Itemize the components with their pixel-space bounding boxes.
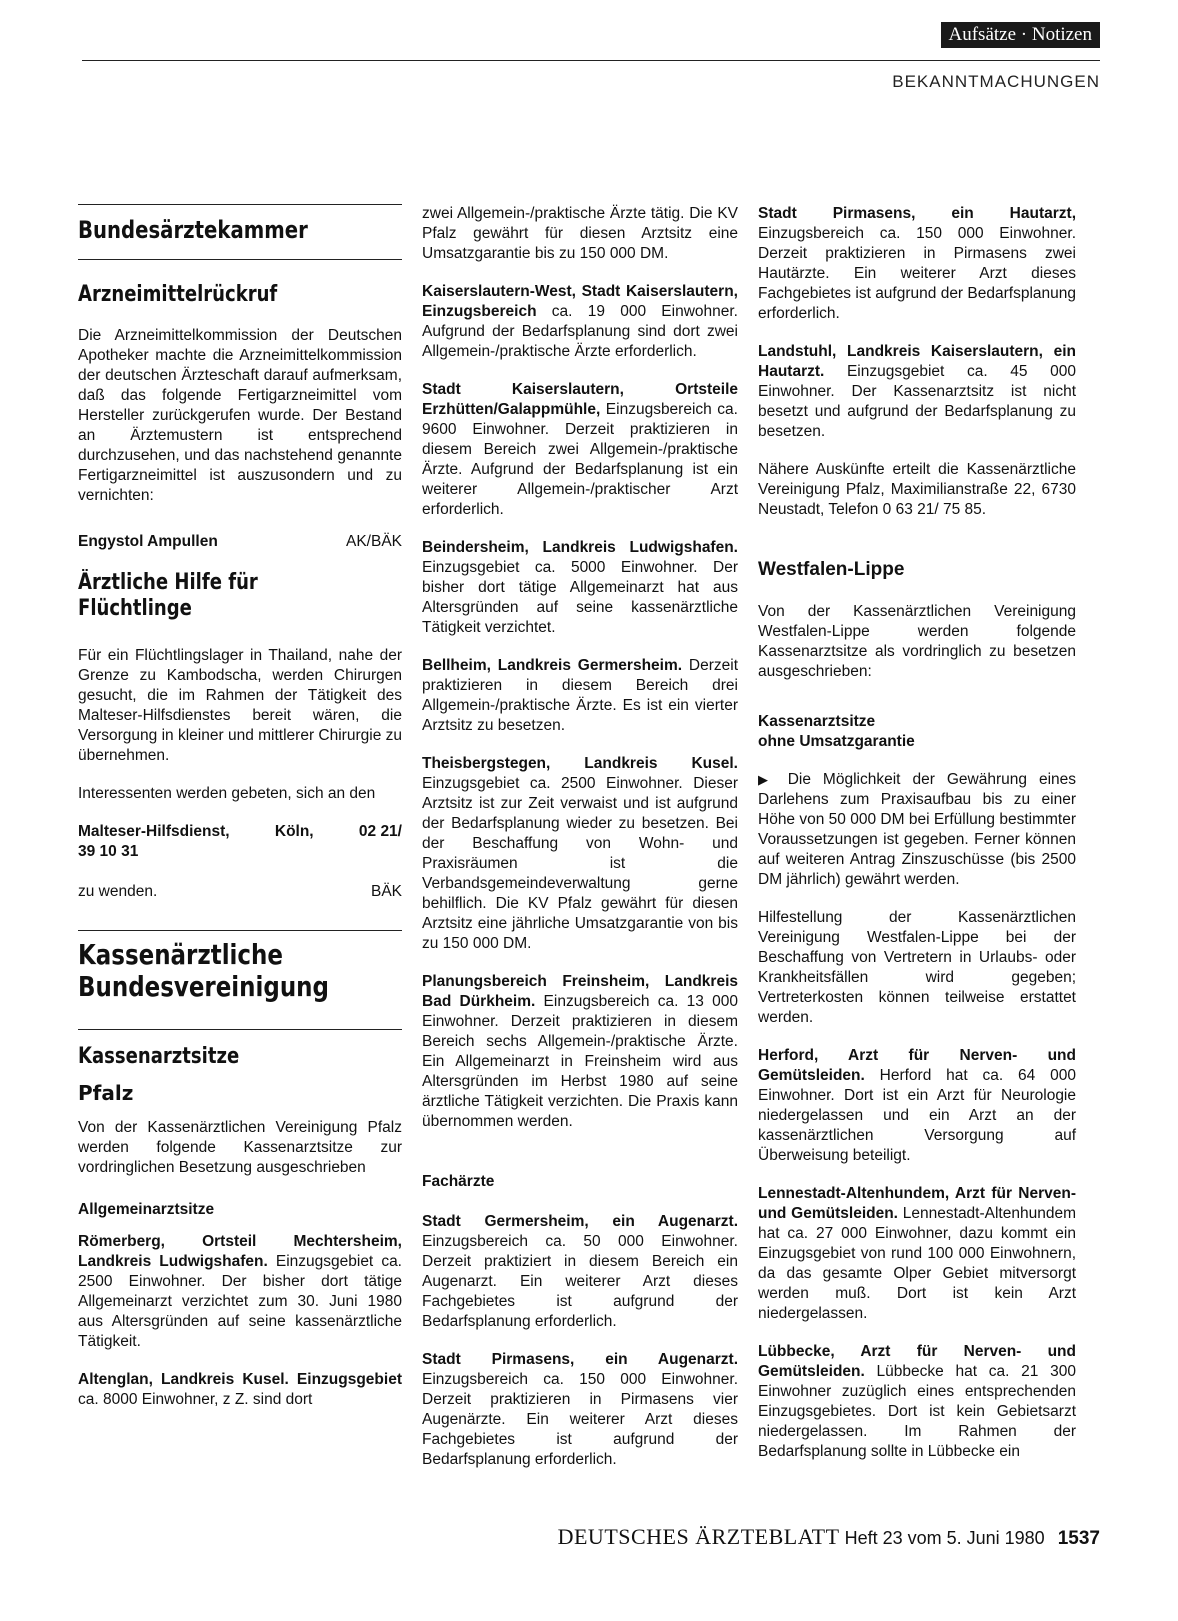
heading-aerztliche-hilfe: Ärztliche Hilfe für Flüchtlinge [78, 570, 258, 621]
header-rule [82, 60, 1100, 61]
entry-text: Lennestadt-Altenhundem hat ca. 27 000 Einwohner, dazu kommt ein Einzugsgebiet von rund 100 000 Einwohnern, da das gesamte Olper Gebiet mitversorgt werden muß. Dort ist kein Arzt niedergelassen. [758, 1205, 1076, 1322]
entry-text: Herford hat ca. 64 000 Einwohner. Dort ist ein Arzt für Neurologie niedergelassen und ein Arzt an der kassenärztlichen Versorgung auf Überweisung beteiligt. [758, 1067, 1076, 1164]
entry-roemerberg [78, 1232, 402, 1352]
entry-text: Einzugsbereich ca. 150 000 Einwohner. Derzeit praktizieren in Pirmasens zwei Hautärzte. Ein weiterer Arzt dieses Fachgebietes ist aufgrund der Bedarfsplanung erforderlich. [758, 225, 1076, 322]
divider [78, 204, 402, 205]
product-line [78, 532, 402, 552]
divider [78, 1029, 402, 1030]
contact-phone-cont: 39 10 31 [78, 843, 139, 860]
paragraph-westfalen: Von der Kassenärztlichen Vereinigung Westfalen-Lippe werden folgende Kassenarztsitze als vordringlich zu besetzen ausgeschrieben: [758, 603, 1076, 680]
paragraph-hilfestellung: Hilfestellung der Kassenärztlichen Vereinigung Westfalen-Lippe bei der Beschaffung von Vertretern in Urlaubs- oder Krankheitsfällen wird gegeben; Vertreterkosten können teilweise erstattet werden. [758, 909, 1076, 1026]
journal-name: DEUTSCHES ÄRZTEBLATT [557, 1524, 840, 1549]
heading-allgemeinarztsitze: Allgemeinarztsitze [78, 1201, 215, 1218]
org-heading-kbv: Kassenärztliche Bundesvereinigung [78, 938, 329, 1003]
entry-title: Landstuhl, Landkreis Kaiserslautern, ein Hautarzt. [758, 343, 1076, 380]
paragraph-continued: zwei Allgemein-/praktische Ärzte tätig. Die KV Pfalz gewährt für diesen Arztsitz eine Umsatzgarantie bis zu 150 000 DM. [422, 205, 738, 262]
entry-lennestadt [758, 1184, 1076, 1324]
paragraph-pfalz: Von der Kassenärztlichen Vereinigung Pfalz werden folgende Kassenarztsitze zur vordringlichen Besetzung ausgeschrieben [78, 1119, 402, 1176]
heading-arzneimittelrueckruf: Arzneimittelrückruf [78, 282, 278, 307]
closing-text: zu wenden. [78, 883, 158, 900]
entry-title: Beindersheim, Landkreis Ludwigshafen. [422, 539, 738, 556]
column-1 [78, 204, 402, 1428]
entry-herford [758, 1046, 1076, 1166]
entry-text: Einzugsbereich ca. 150 000 Einwohner. Derzeit praktizieren in Pirmasens vier Augenärzte. Ein weiterer Arzt dieses Fachgebietes ist aufgrund der Bedarfsplanung erforderlich. [422, 1371, 738, 1468]
entry-title: Herford, Arzt für Nerven- und Gemütsleiden. [758, 1047, 1076, 1084]
entry-text: ca. 19 000 Einwohner. Aufgrund der Bedarfsplanung sind dort zwei Allgemein-/praktische Ärzte erforderlich. [422, 303, 738, 360]
entry-text: Einzugsgebiet ca. 5000 Einwohner. Der bisher dort tätige Allgemeinarzt hat aus Altersgründen auf seine kassenärztliche Tätigkeit verzichtet. [422, 559, 738, 636]
closing-line [78, 882, 402, 902]
entry-text: ca. 8000 Einwohner, z Z. sind dort [78, 1391, 313, 1408]
paragraph-rueckruf: Die Arzneimittelkommission der Deutschen Apotheker machte die Arzneimittelkommission der deutschen Ärzteschaft darauf aufmerksam, daß das folgende Fertigarzneimittel vom Hersteller zurückgerufen wurde. Der Bestand an Ärztemustern ist entsprechend durchzusehen, und das nachstehend genannte Fertigarzneimittel ist auszusondern und zu vernichten: [78, 327, 402, 504]
entry-text: Einzugsbereich ca. 13 000 Einwohner. Derzeit praktizieren in diesem Bereich sechs Allgemein-/praktische Ärzte. Ein Allgemeinarzt in Freinsheim wird aus Altersgründen im Herbst 1980 auf seine ärztliche Tätigkeit verzichten. Die Praxis kann übernommen werden. [422, 993, 738, 1130]
entry-germersheim-augenarzt [422, 1212, 738, 1332]
entry-text: Einzugsbereich ca. 9600 Einwohner. Derzeit praktizieren in diesem Bereich zwei Allgemein-/praktische Ärzte. Aufgrund der Bedarfsplanung ist ein weiterer Allgemein-/praktischer Arzt erforderlich. [422, 401, 738, 518]
org-heading-bundesaerztekammer: Bundesärztekammer [78, 216, 308, 244]
entry-text: Einzugsgebiet ca. 45 000 Einwohner. Der Kassenarztsitz ist nicht besetzt und aufgrund der Bedarfsplanung zu besetzen. [758, 363, 1076, 440]
entry-text: Einzugsgebiet ca. 2500 Einwohner. Dieser Arztsitz ist zur Zeit verwaist und ist aufgrund der Bedarfsplanung wieder zu besetzen. Bei der Beschaffung von Wohn- und Praxisräumen ist die Verbandsgemeindeverwaltung gerne behilflich. Die KV Pfalz gewährt für diesen Arztsitz eine jährliche Umsatzgarantie von bis zu 150 000 DM. [422, 775, 738, 952]
entry-title: Stadt Kaiserslautern, Ortsteile Erzhütten/Galappmühle, [422, 381, 738, 418]
product-name: Engystol Ampullen [78, 533, 218, 550]
arrow-icon: ▶ [758, 772, 776, 787]
entry-title: Stadt Germersheim, ein Augenarzt. [422, 1213, 738, 1230]
heading-ohne-umsatzgarantie [758, 712, 1076, 752]
paragraph-hilfe: Für ein Flüchtlingslager in Thailand, nahe der Grenze zu Kambodscha, werden Chirurgen gesucht, die im Rahmen der Tätigkeit des Malteser-Hilfsdienstes bereit wären, die Versorgung in kleiner und mittlerer Chirurgie zu übernehmen. [78, 647, 402, 764]
entry-title: Altenglan, Landkreis Kusel. Einzugsgebiet [78, 1371, 402, 1388]
column-3 [758, 204, 1076, 1480]
entry-bellheim [422, 656, 738, 736]
issue-info: Heft 23 vom 5. Juni 1980 [844, 1528, 1045, 1548]
contact-city: Köln, [274, 823, 314, 840]
paragraph-darlehen-text: Die Möglichkeit der Gewährung eines Darlehens zum Praxisaufbau bis zu einer Höhe von 50 000 DM bei Erfüllung bestimmter Voraussetzungen ist gegeben. Ferner können auf weiteren Antrag Zinszuschüsse (bis 2500 DM jährlich) gewährt werden. [758, 771, 1077, 888]
entry-landstuhl [758, 342, 1076, 442]
contact-phone: 02 21/ [358, 823, 402, 840]
closing-source: BÄK [370, 883, 402, 900]
entry-freinsheim [422, 972, 738, 1132]
heading-westfalen-lippe: Westfalen-Lippe [758, 559, 905, 580]
paragraph-auskunft: Nähere Auskünfte erteilt die Kassenärztliche Vereinigung Pfalz, Maximilianstraße 22, 6730 Neustadt, Telefon 0 63 21/ 75 85. [758, 461, 1076, 518]
product-source: AK/BÄK [346, 533, 402, 550]
entry-text: Einzugsbereich ca. 50 000 Einwohner. Derzeit praktiziert in diesem Bereich ein Augenarzt. Ein weiterer Arzt dieses Fachgebietes ist aufgrund der Bedarfsplanung erforderlich. [422, 1233, 738, 1330]
entry-title: Planungsbereich Freinsheim, Landkreis Bad Dürkheim. [422, 973, 738, 1010]
entry-altenglan [78, 1370, 402, 1410]
contact-name: Malteser-Hilfsdienst, [78, 823, 230, 840]
contact-block [78, 822, 402, 862]
heading-fachaerzte: Fachärzte [422, 1173, 495, 1190]
entry-luebbecke [758, 1342, 1076, 1462]
divider [78, 930, 402, 931]
entry-title: Lennestadt-Altenhundem, Arzt für Nerven- und Gemütsleiden. [758, 1185, 1076, 1222]
entry-title: Stadt Pirmasens, ein Augenarzt. [422, 1351, 738, 1368]
entry-kaiserslautern-erzhuetten [422, 380, 738, 520]
entry-text: Einzugsgebiet ca. 2500 Einwohner. Der bisher dort tätige Allgemeinarzt verzichtet zum 30. Juni 1980 aus Altersgründen auf seine kassenärztliche Tätigkeit. [78, 1253, 402, 1350]
entry-title: Bellheim, Landkreis Germersheim. [422, 657, 683, 674]
entry-title: Theisbergstegen, Landkreis Kusel. [422, 755, 738, 772]
heading-pfalz: Pfalz [78, 1081, 134, 1105]
section-label: BEKANNTMACHUNGEN [892, 72, 1100, 91]
entry-pirmasens-augenarzt [422, 1350, 738, 1470]
entry-text: Derzeit praktizieren in diesem Bereich drei Allgemein-/praktische Ärzte. Es ist ein vierter Arztsitz zu besetzen. [422, 657, 738, 734]
page-number: 1537 [1057, 1528, 1100, 1549]
entry-theisbergstegen [422, 754, 738, 954]
paragraph-interessenten: Interessenten werden gebeten, sich an den [78, 785, 376, 802]
entry-pirmasens-hautarzt [758, 204, 1076, 324]
entry-title: Stadt Pirmasens, ein Hautarzt, [758, 205, 1076, 222]
heading-line-1: Kassenarztsitze [758, 713, 876, 730]
entry-kaiserslautern-west [422, 282, 738, 362]
entry-title: Römerberg, Ortsteil Mechtersheim, Landkreis Ludwigshafen. [78, 1233, 402, 1270]
heading-line-2: ohne Umsatzgarantie [758, 733, 915, 750]
divider [78, 259, 402, 260]
page-footer [558, 1524, 1100, 1550]
section-tag: Aufsätze · Notizen [941, 22, 1101, 48]
entry-beindersheim [422, 538, 738, 638]
column-2 [422, 204, 738, 1488]
entry-title: Lübbecke, Arzt für Nerven- und Gemütsleiden. [758, 1343, 1076, 1380]
entry-title: Kaiserslautern-West, Stadt Kaiserslautern, Einzugsbereich [422, 283, 738, 320]
heading-kassenarztsitze: Kassenarztsitze [78, 1044, 240, 1069]
paragraph-darlehen [758, 770, 1076, 890]
entry-text: Lübbecke hat ca. 21 300 Einwohner zuzüglich eines entsprechenden Einzugsgebietes. Dort ist kein Gebietsarzt niedergelassen. Im Rahmen der Bedarfsplanung sollte in Lübbecke ein [758, 1363, 1076, 1460]
